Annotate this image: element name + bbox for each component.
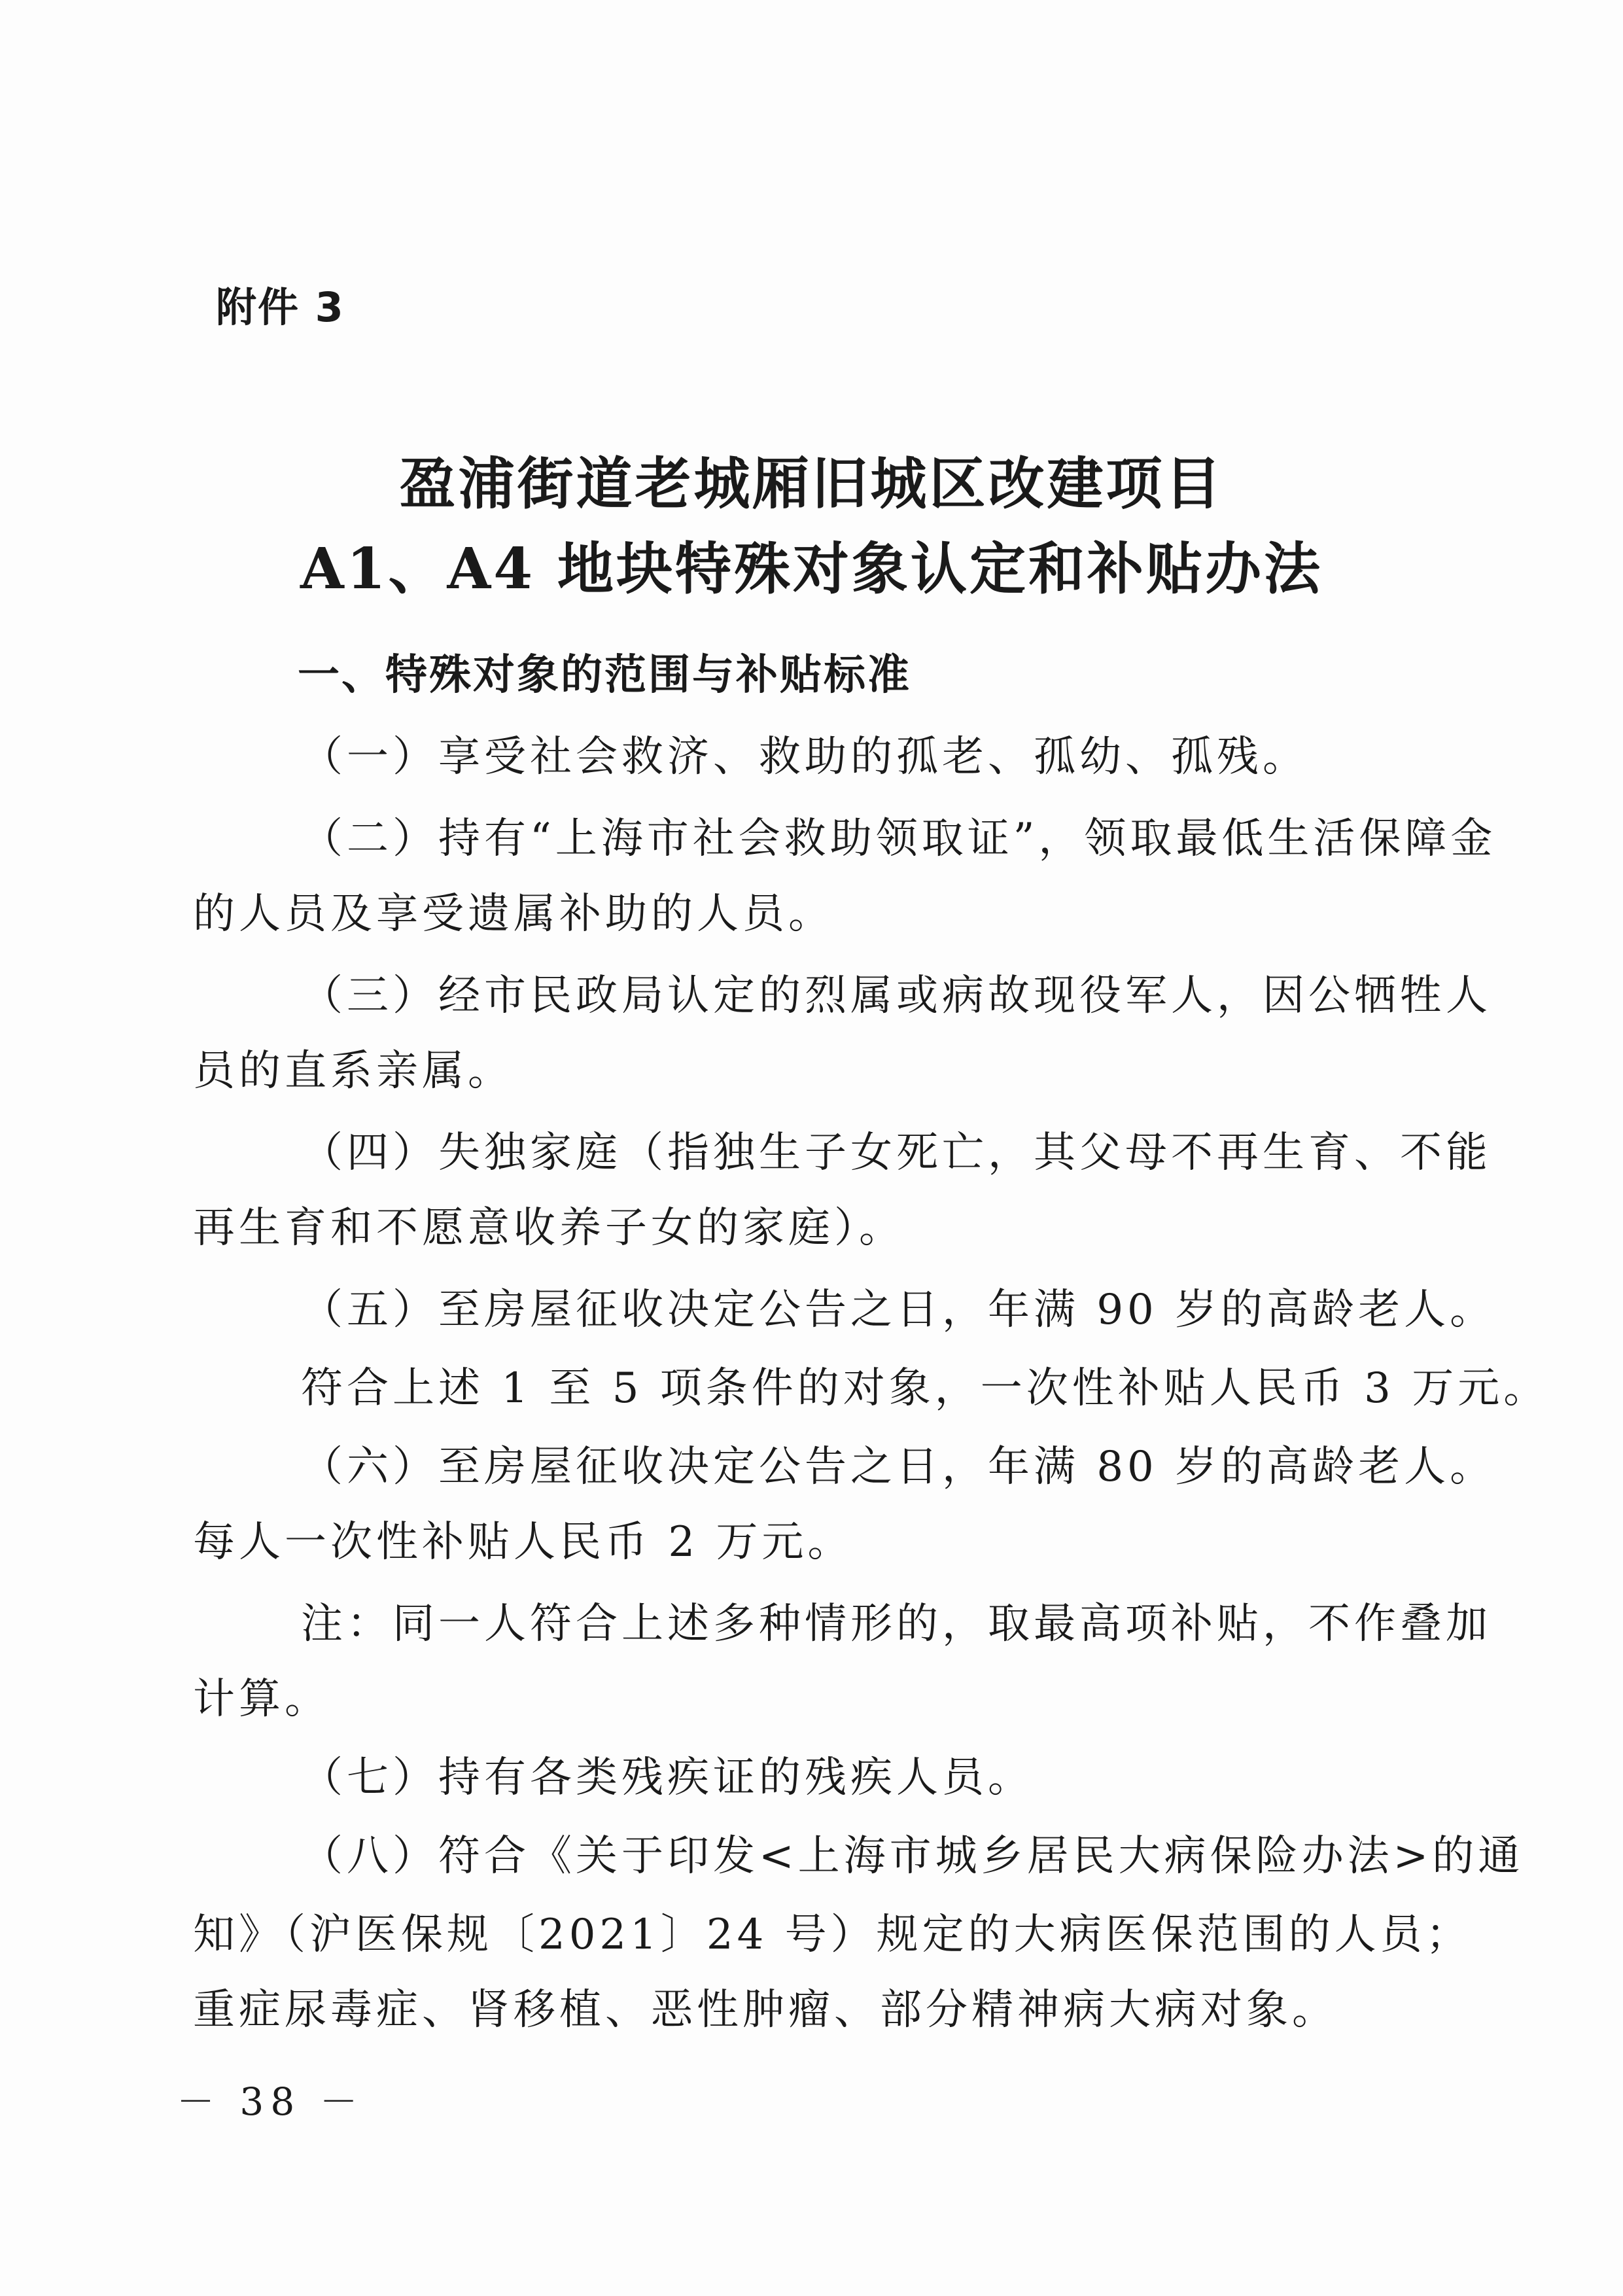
body-line: （三）经市民政局认定的烈属或病故现役军人，因公牺牲人: [301, 972, 1492, 1020]
body-line: 的人员及享受遗属补助的人员。: [193, 890, 834, 938]
page-number: － 38 －: [177, 2079, 364, 2124]
body-line: 符合上述 1 至 5 项条件的对象，一次性补贴人民币 3 万元。: [301, 1364, 1550, 1413]
section-heading: 一、特殊对象的范围与补贴标准: [298, 651, 911, 699]
document-title-line-1: 盈浦街道老城厢旧城区改建项目: [399, 451, 1224, 517]
body-line: （八）符合《关于印发<上海市城乡居民大病保险办法>的通: [301, 1832, 1524, 1881]
body-line: 计算。: [193, 1675, 330, 1723]
body-line: （五）至房屋征收决定公告之日，年满 90 岁的高龄老人。: [301, 1286, 1496, 1334]
body-line: （二）持有“上海市社会救助领取证”，领取最低生活保障金: [301, 815, 1497, 863]
body-line: 再生育和不愿意收养子女的家庭）。: [193, 1204, 905, 1252]
body-line: 重症尿毒症、肾移植、恶性肿瘤、部分精神病大病对象。: [193, 1986, 1338, 2034]
body-line: 每人一次性补贴人民币 2 万元。: [193, 1518, 854, 1566]
body-line: （一）享受社会救济、救助的孤老、孤幼、孤残。: [301, 733, 1308, 781]
document-title-line-2: A1、A4 地块特殊对象认定和补贴办法: [300, 536, 1323, 602]
body-line: （四）失独家庭（指独生子女死亡，其父母不再生育、不能: [301, 1129, 1492, 1177]
body-line: 注：同一人符合上述多种情形的，取最高项补贴，不作叠加: [301, 1600, 1492, 1648]
attachment-label: 附件 3: [216, 283, 345, 331]
body-line: （七）持有各类残疾证的残疾人员。: [301, 1754, 1034, 1802]
body-line: （六）至房屋征收决定公告之日，年满 80 岁的高龄老人。: [301, 1443, 1496, 1491]
body-line: 员的直系亲属。: [193, 1047, 514, 1095]
body-line: 知》（沪医保规〔2021〕24 号）规定的大病医保范围的人员；: [193, 1911, 1472, 1959]
